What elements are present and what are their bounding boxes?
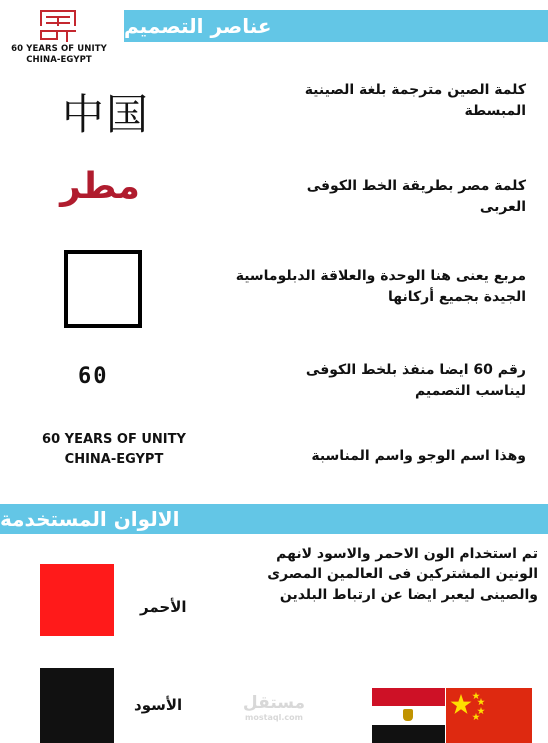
logo-mark — [36, 8, 80, 42]
element-description: مربع يعنى هنا الوحدة والعلاقة الدبلوماسية الجيدة بجميع أركانها — [235, 268, 526, 305]
section-title: الالوان المستخدمة — [0, 507, 180, 531]
black-label: الأسود — [134, 696, 183, 714]
watermark-brand: مستقل — [242, 693, 306, 713]
black-swatch — [40, 668, 114, 743]
event-name — [26, 430, 202, 470]
egypt-flag — [372, 688, 445, 743]
logo-line-1: 60 YEARS OF UNITY — [11, 44, 107, 54]
section-title: عناصر التصميم — [124, 14, 272, 38]
mostaql-watermark — [236, 694, 312, 722]
eagle-emblem-icon — [403, 709, 413, 721]
misr-kufic-word: مطر — [60, 166, 140, 207]
red-label: الأحمر — [140, 598, 187, 616]
event-name-line-2: CHINA-EGYPT — [64, 452, 164, 468]
element-description: كلمة مصر بطريقة الخط الكوفى العربى — [306, 178, 526, 215]
china-characters: 中国 — [62, 90, 151, 139]
logo-line-2: CHINA-EGYPT — [26, 54, 92, 65]
china-flag — [446, 688, 532, 743]
egypt-flag-black-stripe — [372, 725, 445, 743]
red-swatch — [40, 564, 114, 636]
watermark-site: mostaql.com — [245, 712, 303, 722]
unity-square — [64, 250, 142, 328]
element-description: رقم 60 ايضا منفذ بلخط الكوفى ليناسب التصميم — [305, 362, 526, 399]
egypt-flag-white-stripe — [372, 706, 445, 724]
event-name-line-1: 60 YEARS OF UNITY — [42, 432, 186, 447]
logo-caption — [4, 44, 114, 65]
element-description: كلمة الصين مترجمة بلغة الصينية المبسطة — [304, 82, 526, 119]
element-description: وهذا اسم الوجو واسم المناسبة — [311, 448, 526, 464]
sixty-kufic-number: 60 — [78, 364, 109, 389]
colors-description: تم استخدام الون الاحمر والاسود لانهم الونين المشتركين فى العالمين المصرى والصينى ليعبر ايضا عن ارتباط البلدين — [267, 546, 538, 603]
section-banner-colors — [0, 504, 548, 534]
china-stars-icon — [446, 688, 532, 743]
section-banner-elements — [124, 10, 548, 42]
egypt-flag-red-stripe — [372, 688, 445, 706]
